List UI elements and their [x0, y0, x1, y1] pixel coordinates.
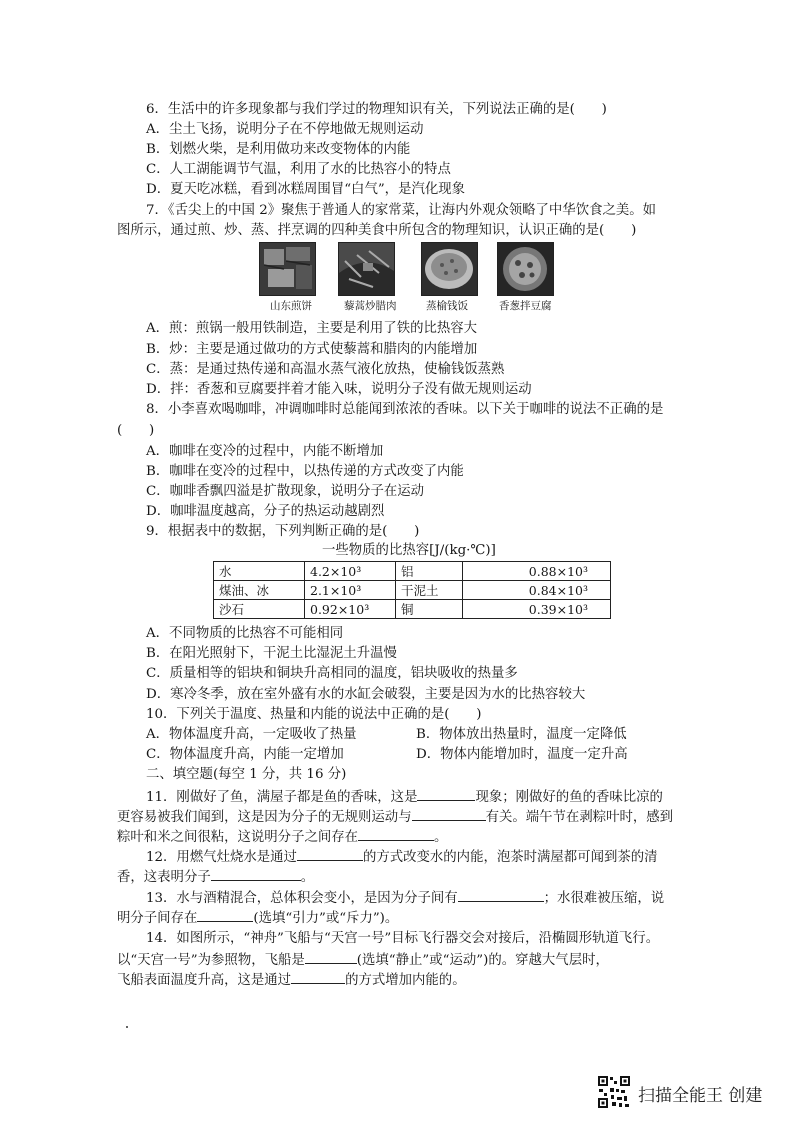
q7-stem-line2: 图所示，通过煎、炒、蒸、拌烹调的四种美食中所包含的物理知识，认识正确的是( ): [117, 223, 637, 238]
q14-text: 飞船表面温度升高，这是通过: [117, 973, 292, 988]
q13-line1: [146, 888, 664, 908]
answer-blank[interactable]: [412, 807, 486, 821]
q9-option-a: A．不同物质的比热容不可能相同: [146, 626, 344, 641]
table-cell: 0.92×10³: [305, 600, 396, 619]
table-cell: 煤油、冰: [214, 581, 305, 600]
q7-option-c: C．蒸：是通过热传递和高温水蒸气液化放热，使榆钱饭蒸熟: [146, 362, 505, 377]
table-cell: 0.88×10³: [463, 562, 611, 581]
q11-text: 有关。端午节在剥粽叶时，感到: [485, 810, 674, 825]
answer-blank[interactable]: [297, 847, 363, 861]
q7-stem-line1: 7．《舌尖上的中国 2》聚焦于普通人的家常菜，让海内外观众领略了中华饮食之美。如: [146, 203, 657, 218]
photo-stir-fried-artemisia-bacon: [338, 242, 395, 296]
q13-text: ；水很难被压缩，说: [543, 891, 665, 906]
answer-blank[interactable]: [197, 908, 253, 922]
q6-option-d: D．夏天吃冰糕，看到冰糕周围冒“白气”，是汽化现象: [146, 182, 466, 197]
scan-speck: [126, 1026, 128, 1028]
answer-blank[interactable]: [211, 867, 301, 881]
q9-stem: 9．根据表中的数据，下列判断正确的是( ): [146, 524, 420, 539]
q8-option-c: C．咖啡香飘四溢是扩散现象，说明分子在运动: [146, 484, 425, 499]
q11-text: 11．刚做好了鱼，满屋子都是鱼的香味，这是: [146, 790, 418, 805]
q9-option-b: B．在阳光照射下，干泥土比湿泥土升温慢: [146, 646, 397, 661]
q10-stem: 10．下列关于温度、热量和内能的说法中正确的是( ): [146, 707, 482, 722]
q12-text: 12．用燃气灶烧水是通过: [146, 850, 297, 865]
section-heading-fill-in: 二、填空题(每空 1 分，共 16 分): [146, 767, 347, 782]
table-cell: 干泥土: [396, 581, 463, 600]
caption-elm-seed-rice: 蒸榆钱饭: [426, 300, 468, 312]
q8-stem-line1: 8．小李喜欢喝咖啡，冲调咖啡时总能闻到浓浓的香味。以下关于咖啡的说法不正确的是: [146, 402, 664, 417]
q13-text: (选填“引力”或“斥力”)。: [253, 911, 399, 926]
q6-option-a: A．尘土飞扬，说明分子在不停地做无规则运动: [146, 122, 424, 137]
table-cell: 沙石: [214, 600, 305, 619]
q14-text: 以“天宫一号”为参照物，飞船是: [117, 953, 305, 968]
q8-option-d: D．咖啡温度越高，分子的热运动越剧烈: [146, 504, 385, 519]
q6-option-c: C．人工湖能调节气温，利用了水的比热容小的特点: [146, 162, 451, 177]
table-cell: 0.39×10³: [463, 600, 611, 619]
q11-line3: [117, 827, 447, 847]
table-cell: 铝: [396, 562, 463, 581]
caption-tofu-scallion: 香葱拌豆腐: [499, 300, 552, 312]
answer-blank[interactable]: [305, 950, 357, 964]
q10-option-b: B．物体放出热量时，温度一定降低: [416, 727, 627, 742]
photo-shandong-jianbing: [259, 242, 316, 296]
answer-blank[interactable]: [358, 827, 434, 841]
q11-text: 。: [434, 830, 448, 845]
table-cell: 水: [214, 562, 305, 581]
q12-text: 。: [300, 870, 315, 885]
table-row: [214, 600, 611, 619]
q11-line2: [117, 807, 673, 827]
q10-option-d: D．物体内能增加时，温度一定升高: [416, 747, 628, 762]
qr-code-icon: [597, 1075, 631, 1109]
answer-blank[interactable]: [291, 970, 345, 984]
caption-shandong-jianbing: 山东煎饼: [270, 300, 312, 312]
table-cell: 0.84×10³: [463, 581, 611, 600]
camscanner-watermark: 扫描全能王 创建: [638, 1086, 763, 1106]
photo-steamed-elm-seed-rice: [421, 242, 478, 296]
q8-option-a: A．咖啡在变冷的过程中，内能不断增加: [146, 444, 384, 459]
q11-line1: [146, 787, 663, 807]
q7-option-b: B．炒：主要是通过做功的方式使藜蒿和腊肉的内能增加: [146, 342, 478, 357]
q14-line3: [117, 970, 466, 990]
q11-text: 粽叶和米之间很粘，这说明分子之间存在: [117, 830, 359, 845]
q13-line2: [117, 908, 398, 928]
q14-text: 的方式增加内能的。: [345, 973, 466, 988]
table-cell: 2.1×10³: [305, 581, 396, 600]
q12-line1: [146, 847, 658, 867]
q12-text: 香，这表明分子: [117, 870, 211, 885]
q11-text: 更容易被我们闻到，这是因为分子的无规则运动与: [117, 810, 412, 825]
q12-line2: [117, 867, 314, 887]
q8-option-b: B．咖啡在变冷的过程中，以热传递的方式改变了内能: [146, 464, 464, 479]
q11-text: 现象；刚做好的鱼的香味比凉的: [475, 790, 663, 805]
specific-heat-table: [213, 561, 611, 619]
q12-text: 的方式改变水的内能，泡茶时满屋都可闻到茶的清: [362, 850, 658, 865]
q13-text: 13．水与酒精混合，总体积会变小，是因为分子间有: [146, 891, 458, 906]
table-row: [214, 562, 611, 581]
q14-line2: [117, 950, 609, 970]
caption-artemisia-bacon: 藜蒿炒腊肉: [344, 300, 397, 312]
answer-blank[interactable]: [417, 787, 475, 801]
photo-tofu-with-scallion: [497, 242, 554, 296]
table-cell: 4.2×10³: [305, 562, 396, 581]
q10-option-c: C．物体温度升高，内能一定增加: [146, 747, 344, 762]
q9-option-c: C．质量相等的铝块和铜块升高相同的温度，铝块吸收的热量多: [146, 666, 518, 681]
table-cell: 铜: [396, 600, 463, 619]
q7-option-a: A．煎：煎锅一般用铁制造，主要是利用了铁的比热容大: [146, 321, 478, 336]
q14-line1: 14．如图所示，“神舟”飞船与“天宫一号”目标飞行器交会对接后，沿椭圆形轨道飞行。: [146, 931, 660, 946]
q6-option-b: B．划燃火柴，是利用做功来改变物体的内能: [146, 142, 411, 157]
q13-text: 明分子间存在: [117, 911, 198, 926]
q9-option-d: D．寒冷冬季，放在室外盛有水的水缸会破裂，主要是因为水的比热容较大: [146, 687, 586, 702]
q14-text: (选填“静止”或“运动”)的。穿越大气层时，: [356, 953, 609, 968]
q10-option-a: A．物体温度升高，一定吸收了热量: [146, 727, 357, 742]
table-row: [214, 581, 611, 600]
answer-blank[interactable]: [458, 888, 544, 902]
q6-stem: 6．生活中的许多现象都与我们学过的物理知识有关，下列说法正确的是( ): [146, 102, 607, 117]
q7-option-d: D．拌：香葱和豆腐要拌着才能入味，说明分子没有做无规则运动: [146, 382, 532, 397]
q8-stem-line2: ( ): [117, 423, 155, 438]
table-title: 一些物质的比热容[J/(kg·℃)]: [322, 543, 496, 558]
